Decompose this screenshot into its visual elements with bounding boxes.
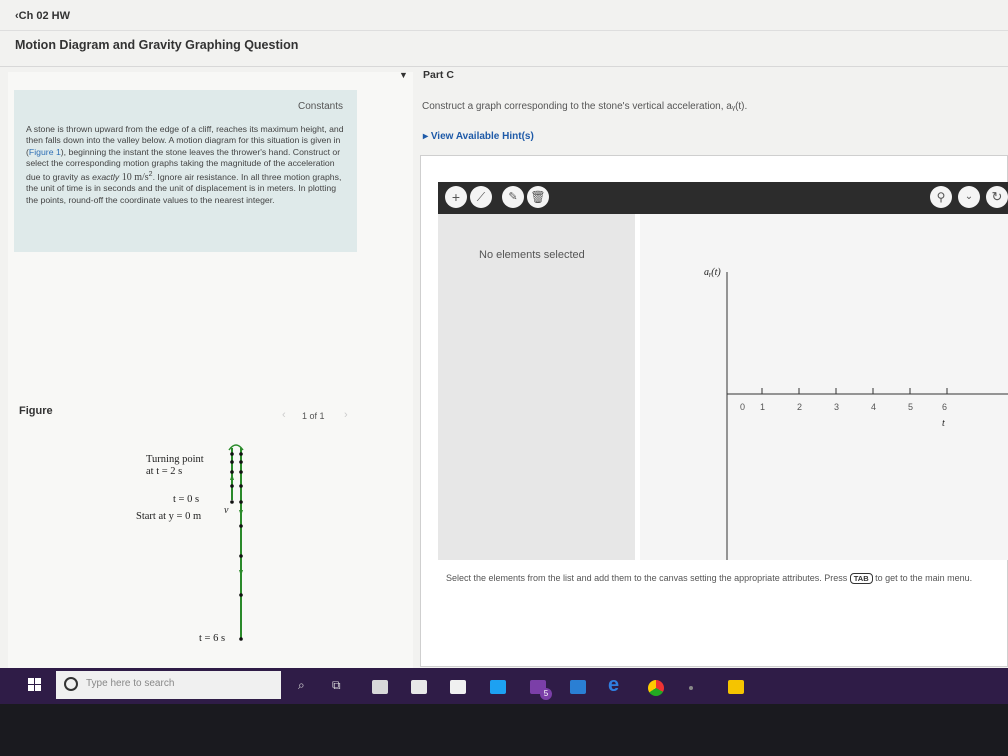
problem-statement — [26, 124, 348, 206]
search-icon — [64, 677, 78, 691]
notification-badge: 5 — [540, 688, 552, 700]
tab-key-badge: TAB — [850, 573, 873, 584]
collapse-part-c-icon[interactable]: ▼ — [399, 70, 408, 80]
problem-text-exactly: exactly — [92, 172, 120, 183]
store-app-icon[interactable] — [570, 680, 586, 694]
figure-pager: 1 of 1 — [302, 411, 325, 421]
figure-link[interactable]: Figure 1 — [28, 146, 61, 157]
problem-text-part-3: . Ignore air resistance. In all three motion graphs, the unit of time is in seconds and the unit of displacement is in meters. In plotting the points, round-off the coordinate values to the nearest integer. — [26, 172, 342, 205]
elements-panel — [438, 214, 635, 560]
reset-icon[interactable]: ↻ — [986, 186, 1008, 208]
edit-element-icon[interactable]: ✎ — [502, 186, 524, 208]
problem-text-part-2: ), beginning the instant the stone leaves the thrower's hand. Construct or select the corresponding motion graphs taking the magnitude of the acceleration due to gravity as — [26, 146, 341, 183]
edge-browser-icon[interactable]: e — [608, 674, 620, 696]
motion-diagram — [215, 440, 255, 650]
turning-point-time: at t = 2 s — [146, 466, 183, 477]
task-view-icon[interactable]: ⧉ — [332, 678, 341, 692]
instructions-text-2: to get to the main menu. — [875, 573, 973, 583]
back-link-label: Ch 02 HW — [18, 10, 71, 22]
problem-text-part-1: A stone is thrown upward from the edge of a cliff, reaches its maximum height, and then falls down into the valley below. A motion diagram for this situation is given in ( — [26, 124, 344, 157]
instructions-text: Select the elements from the list and add them to the canvas setting the appropriate attributes. Press — [446, 573, 848, 583]
delete-icon[interactable]: 🗑 — [527, 186, 549, 208]
graph-instructions — [446, 572, 1008, 584]
view-hints-link[interactable] — [423, 131, 534, 142]
header-divider — [0, 30, 1008, 31]
mail-app-icon[interactable] — [450, 680, 466, 694]
search-placeholder: Type here to search — [86, 678, 175, 689]
gravity-exponent: 2 — [148, 171, 153, 179]
no-elements-message: No elements selected — [479, 249, 585, 261]
graph-toolbar — [438, 182, 1008, 214]
figure-heading: Figure — [19, 405, 53, 417]
windows-start-icon[interactable] — [28, 678, 42, 692]
x-axis-label: t — [942, 418, 945, 429]
calculator-app-icon[interactable] — [411, 680, 427, 694]
add-element-icon[interactable]: + — [445, 186, 467, 208]
end-time-label: t = 6 s — [199, 633, 226, 644]
x-tick-label: 3 — [834, 402, 840, 412]
previous-figure-button[interactable]: ‹ — [282, 409, 286, 421]
page-title: Motion Diagram and Gravity Graphing Question — [15, 38, 299, 52]
acceleration-axes — [640, 214, 1008, 560]
x-tick-label: 1 — [760, 402, 766, 412]
start-time-label: t = 0 s — [173, 494, 200, 505]
calendar-app-icon[interactable] — [372, 680, 388, 694]
x-tick-label: 6 — [942, 402, 948, 412]
part-c-heading: Part C — [423, 69, 454, 81]
sticky-notes-icon[interactable] — [728, 680, 744, 694]
taskbar-dot — [689, 686, 693, 690]
velocity-label: v⃗ — [224, 505, 237, 516]
part-c-question: Construct a graph corresponding to the stone's vertical acceleration, aᵧ(t). — [422, 101, 748, 112]
constants-toggle[interactable]: Constants — [298, 101, 344, 112]
hint-bulb-icon[interactable]: ⚲ — [930, 186, 952, 208]
turning-point-label: Turning point — [146, 454, 204, 465]
start-position-label: Start at y = 0 m — [136, 511, 202, 522]
x-tick-label: 0 — [740, 402, 746, 412]
section-divider — [0, 66, 1008, 67]
x-tick-label: 2 — [797, 402, 803, 412]
next-figure-button[interactable]: › — [344, 409, 348, 421]
back-to-assignment-link[interactable]: ‹Ch 02 HW — [15, 10, 71, 22]
hint-link-label: View Available Hint(s) — [430, 131, 534, 142]
gravity-value: 10 m/s — [119, 172, 149, 184]
hint-caret-icon: ▸ — [423, 131, 431, 142]
microphone-icon[interactable]: ⌕ — [298, 678, 305, 692]
y-axis-label: aᵧ(t) — [704, 267, 721, 278]
x-tick-label: 4 — [871, 402, 877, 412]
twitter-app-icon[interactable] — [490, 680, 506, 694]
dropdown-chevron-icon[interactable]: ⌄ — [958, 186, 980, 208]
draw-line-icon[interactable]: ⟋ — [470, 186, 492, 208]
x-tick-label: 5 — [908, 402, 914, 412]
chrome-browser-icon[interactable] — [648, 680, 664, 696]
